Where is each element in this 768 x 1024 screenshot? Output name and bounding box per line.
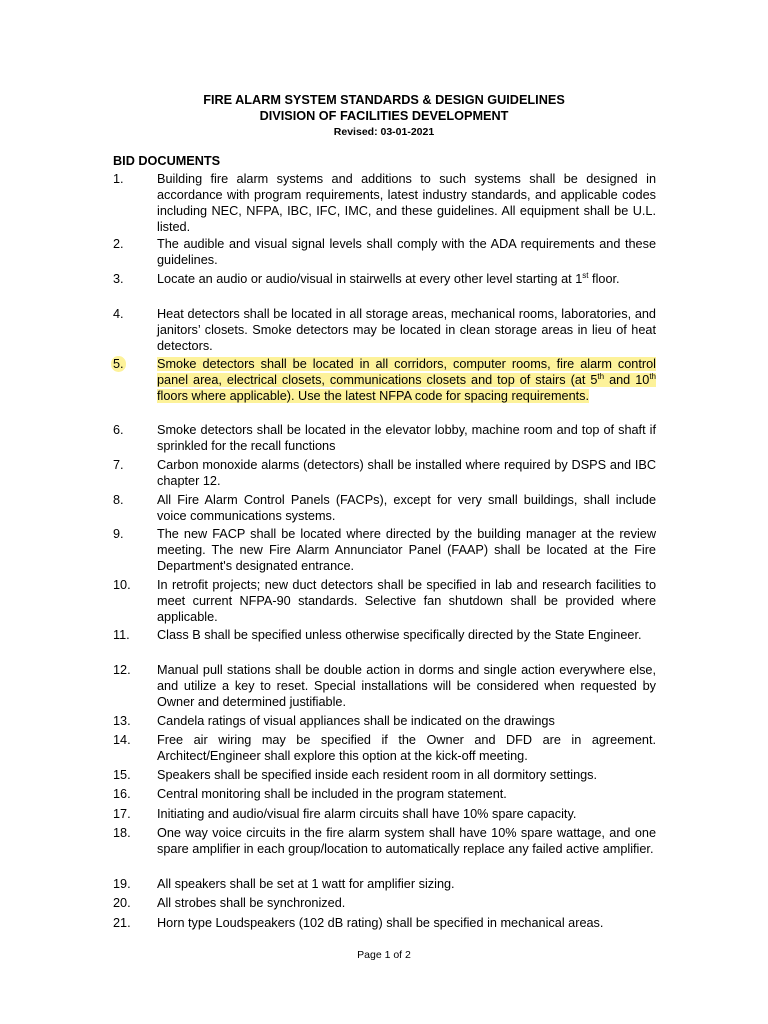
item-text: One way voice circuits in the fire alarm system shall have 10% spare wattage, and one spare amplifier in each group/location to automatically replace any failed active amplifier. [157, 826, 656, 856]
item-number: 5. [113, 357, 124, 371]
item-number: 9. [113, 527, 124, 541]
item-number: 15. [113, 768, 131, 782]
item-number: 1. [113, 172, 124, 186]
item-number: 20. [113, 896, 131, 910]
item-text: Horn type Loudspeakers (102 dB rating) shall be specified in mechanical areas. [157, 916, 604, 930]
item-number: 10. [113, 578, 131, 592]
item-number: 2. [113, 237, 124, 251]
item-text: Initiating and audio/visual fire alarm circuits shall have 10% spare capacity. [157, 807, 577, 821]
item-number: 13. [113, 714, 131, 728]
item-text: Central monitoring shall be included in the program statement. [157, 787, 507, 801]
item-number: 8. [113, 493, 124, 507]
item-text: The new FACP shall be located where directed by the building manager at the review meeting. The new Fire Alarm Annunciator Panel (FAAP) shall be located at the Fire Department's designated entrance. [157, 527, 656, 573]
page-number: Page 1 of 2 [357, 949, 411, 961]
item-text: Speakers shall be specified inside each resident room in all dormitory settings. [157, 768, 598, 782]
item-number: 21. [113, 916, 131, 930]
item-text: Building fire alarm systems and additions to such systems shall be designed in accordance with program requirements, latest industry standards, and applicable codes including NEC, NFPA, IBC, IFC, IMC, and these guidelines. All equipment shall be U.L. listed. [157, 172, 656, 234]
item-text: Free air wiring may be specified if the Owner and DFD are in agreement. Architect/Engineer shall explore this option at the kick-off meeting. [157, 733, 656, 763]
item-text: All strobes shall be synchronized. [157, 896, 346, 910]
item-number: 12. [113, 663, 131, 677]
section-heading: BID DOCUMENTS [113, 154, 221, 168]
item-text: Locate an audio or audio/visual in stairwells at every other level starting at 1st floor. [157, 270, 620, 286]
item-number: 14. [113, 733, 131, 747]
document-subtitle: DIVISION OF FACILITIES DEVELOPMENT [259, 109, 509, 123]
item-number: 4. [113, 307, 124, 321]
item-number: 16. [113, 787, 131, 801]
item-number: 17. [113, 807, 131, 821]
item-text: All speakers shall be set at 1 watt for amplifier sizing. [157, 877, 455, 891]
item-text: Smoke detectors shall be located in all corridors, computer rooms, fire alarm control panel area, electrical closets, communications closets and top of stairs (at 5th and 10th floors where applicable). Use the latest NFPA code for spacing requirements. [157, 357, 656, 403]
item-number: 11. [113, 628, 130, 642]
item-text: In retrofit projects; new duct detectors shall be specified in lab and research facilities to meet current NFPA-90 standards. Selective fan shutdown shall be provided where applicable. [157, 578, 656, 624]
item-text: All Fire Alarm Control Panels (FACPs), except for very small buildings, shall include voice communications systems. [157, 493, 656, 523]
item-text: Candela ratings of visual appliances shall be indicated on the drawings [157, 714, 555, 728]
item-text: The audible and visual signal levels shall comply with the ADA requirements and these guidelines. [157, 237, 656, 267]
item-text: Heat detectors shall be located in all storage areas, mechanical rooms, laboratories, and janitors’ closets. Smoke detectors may be located in clean storage areas in lieu of heat detectors. [157, 307, 656, 353]
item-number: 6. [113, 423, 124, 437]
item-number: 19. [113, 877, 131, 891]
revision-date: Revised: 03-01-2021 [333, 126, 435, 138]
item-number: 7. [113, 458, 124, 472]
item-number: 3. [113, 272, 124, 286]
item-text: Manual pull stations shall be double action in dorms and single action everywhere else, and utilize a key to reset. Special installations will be considered when requested by Owner and determined justifiable. [157, 663, 656, 709]
item-number: 18. [113, 826, 131, 840]
document-title: FIRE ALARM SYSTEM STANDARDS & DESIGN GUIDELINES [203, 93, 565, 107]
item-text: Class B shall be specified unless otherwise specifically directed by the State Engineer. [157, 628, 642, 642]
item-text: Carbon monoxide alarms (detectors) shall be installed where required by DSPS and IBC chapter 12. [157, 458, 656, 488]
item-text: Smoke detectors shall be located in the elevator lobby, machine room and top of shaft if sprinkled for the recall functions [157, 423, 656, 453]
